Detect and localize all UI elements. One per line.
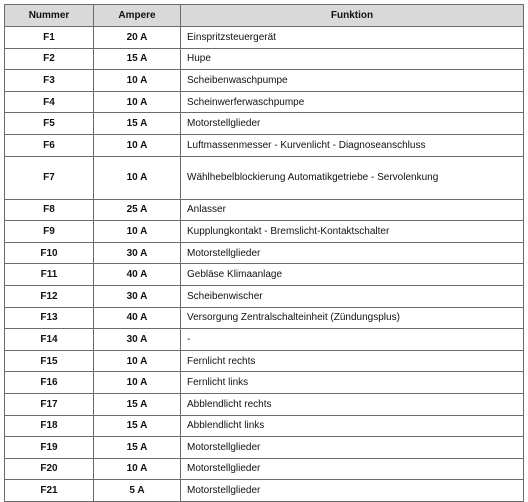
fuse-number-cell: F12	[5, 285, 94, 307]
table-row	[5, 199, 524, 221]
fuse-number-cell: F10	[5, 242, 94, 264]
fuse-ampere-cell: 10 A	[94, 134, 181, 156]
fuse-function-cell: Scheibenwischer	[181, 285, 524, 307]
table-row	[5, 329, 524, 351]
table-row	[5, 27, 524, 49]
fuse-function-cell: Hupe	[181, 48, 524, 70]
fuse-number-cell: F8	[5, 199, 94, 221]
table-row	[5, 480, 524, 502]
fuse-number-cell: F18	[5, 415, 94, 437]
fuse-number-cell: F20	[5, 458, 94, 480]
table-row	[5, 134, 524, 156]
fuse-number-cell: F5	[5, 113, 94, 135]
fuse-function-cell: Luftmassenmesser - Kurvenlicht - Diagnoseanschluss	[181, 134, 524, 156]
table-row	[5, 91, 524, 113]
fuse-table	[4, 4, 524, 502]
fuse-function-cell: Motorstellglieder	[181, 480, 524, 502]
fuse-ampere-cell: 30 A	[94, 285, 181, 307]
table-row	[5, 156, 524, 199]
fuse-number-cell: F4	[5, 91, 94, 113]
table-row	[5, 372, 524, 394]
fuse-function-cell: Motorstellglieder	[181, 242, 524, 264]
fuse-ampere-cell: 10 A	[94, 221, 181, 243]
fuse-function-cell: Motorstellglieder	[181, 113, 524, 135]
fuse-number-cell: F13	[5, 307, 94, 329]
fuse-function-cell: Gebläse Klimaanlage	[181, 264, 524, 286]
fuse-ampere-cell: 15 A	[94, 415, 181, 437]
fuse-ampere-cell: 10 A	[94, 372, 181, 394]
fuse-function-cell: Scheinwerferwaschpumpe	[181, 91, 524, 113]
fuse-number-cell: F9	[5, 221, 94, 243]
fuse-function-cell: Motorstellglieder	[181, 437, 524, 459]
fuse-number-cell: F21	[5, 480, 94, 502]
table-body	[5, 27, 524, 502]
fuse-ampere-cell: 15 A	[94, 393, 181, 415]
fuse-function-cell: Abblendlicht rechts	[181, 393, 524, 415]
table-row	[5, 437, 524, 459]
fuse-function-cell: Anlasser	[181, 199, 524, 221]
table-row	[5, 264, 524, 286]
fuse-ampere-cell: 25 A	[94, 199, 181, 221]
table-row	[5, 458, 524, 480]
header-nummer: Nummer	[5, 5, 94, 27]
header-ampere: Ampere	[94, 5, 181, 27]
fuse-ampere-cell: 30 A	[94, 329, 181, 351]
fuse-number-cell: F6	[5, 134, 94, 156]
table-row	[5, 350, 524, 372]
fuse-ampere-cell: 5 A	[94, 480, 181, 502]
table-row	[5, 415, 524, 437]
table-row	[5, 242, 524, 264]
fuse-number-cell: F14	[5, 329, 94, 351]
fuse-ampere-cell: 20 A	[94, 27, 181, 49]
fuse-function-cell: -	[181, 329, 524, 351]
fuse-function-cell: Einspritzsteuergerät	[181, 27, 524, 49]
table-row	[5, 285, 524, 307]
fuse-ampere-cell: 30 A	[94, 242, 181, 264]
fuse-ampere-cell: 15 A	[94, 113, 181, 135]
fuse-number-cell: F11	[5, 264, 94, 286]
fuse-ampere-cell: 10 A	[94, 91, 181, 113]
fuse-number-cell: F19	[5, 437, 94, 459]
fuse-number-cell: F15	[5, 350, 94, 372]
fuse-function-cell: Versorgung Zentralschalteinheit (Zündungsplus)	[181, 307, 524, 329]
fuse-number-cell: F7	[5, 156, 94, 199]
table-row	[5, 307, 524, 329]
fuse-ampere-cell: 10 A	[94, 458, 181, 480]
table-row	[5, 221, 524, 243]
fuse-function-cell: Fernlicht links	[181, 372, 524, 394]
table-row	[5, 48, 524, 70]
fuse-function-cell: Abblendlicht links	[181, 415, 524, 437]
table-row	[5, 393, 524, 415]
fuse-function-cell: Motorstellglieder	[181, 458, 524, 480]
fuse-number-cell: F16	[5, 372, 94, 394]
fuse-function-cell: Scheibenwaschpumpe	[181, 70, 524, 92]
fuse-ampere-cell: 10 A	[94, 156, 181, 199]
table-header-row	[5, 5, 524, 27]
header-funktion: Funktion	[181, 5, 524, 27]
fuse-ampere-cell: 10 A	[94, 350, 181, 372]
fuse-ampere-cell: 10 A	[94, 70, 181, 92]
fuse-ampere-cell: 40 A	[94, 264, 181, 286]
fuse-function-cell: Wählhebelblockierung Automatikgetriebe - Servolenkung	[181, 156, 524, 199]
fuse-ampere-cell: 15 A	[94, 437, 181, 459]
table-row	[5, 70, 524, 92]
fuse-ampere-cell: 15 A	[94, 48, 181, 70]
fuse-function-cell: Fernlicht rechts	[181, 350, 524, 372]
fuse-number-cell: F2	[5, 48, 94, 70]
fuse-number-cell: F17	[5, 393, 94, 415]
fuse-function-cell: Kupplungkontakt - Bremslicht-Kontaktschalter	[181, 221, 524, 243]
fuse-number-cell: F1	[5, 27, 94, 49]
fuse-number-cell: F3	[5, 70, 94, 92]
table-row	[5, 113, 524, 135]
fuse-ampere-cell: 40 A	[94, 307, 181, 329]
